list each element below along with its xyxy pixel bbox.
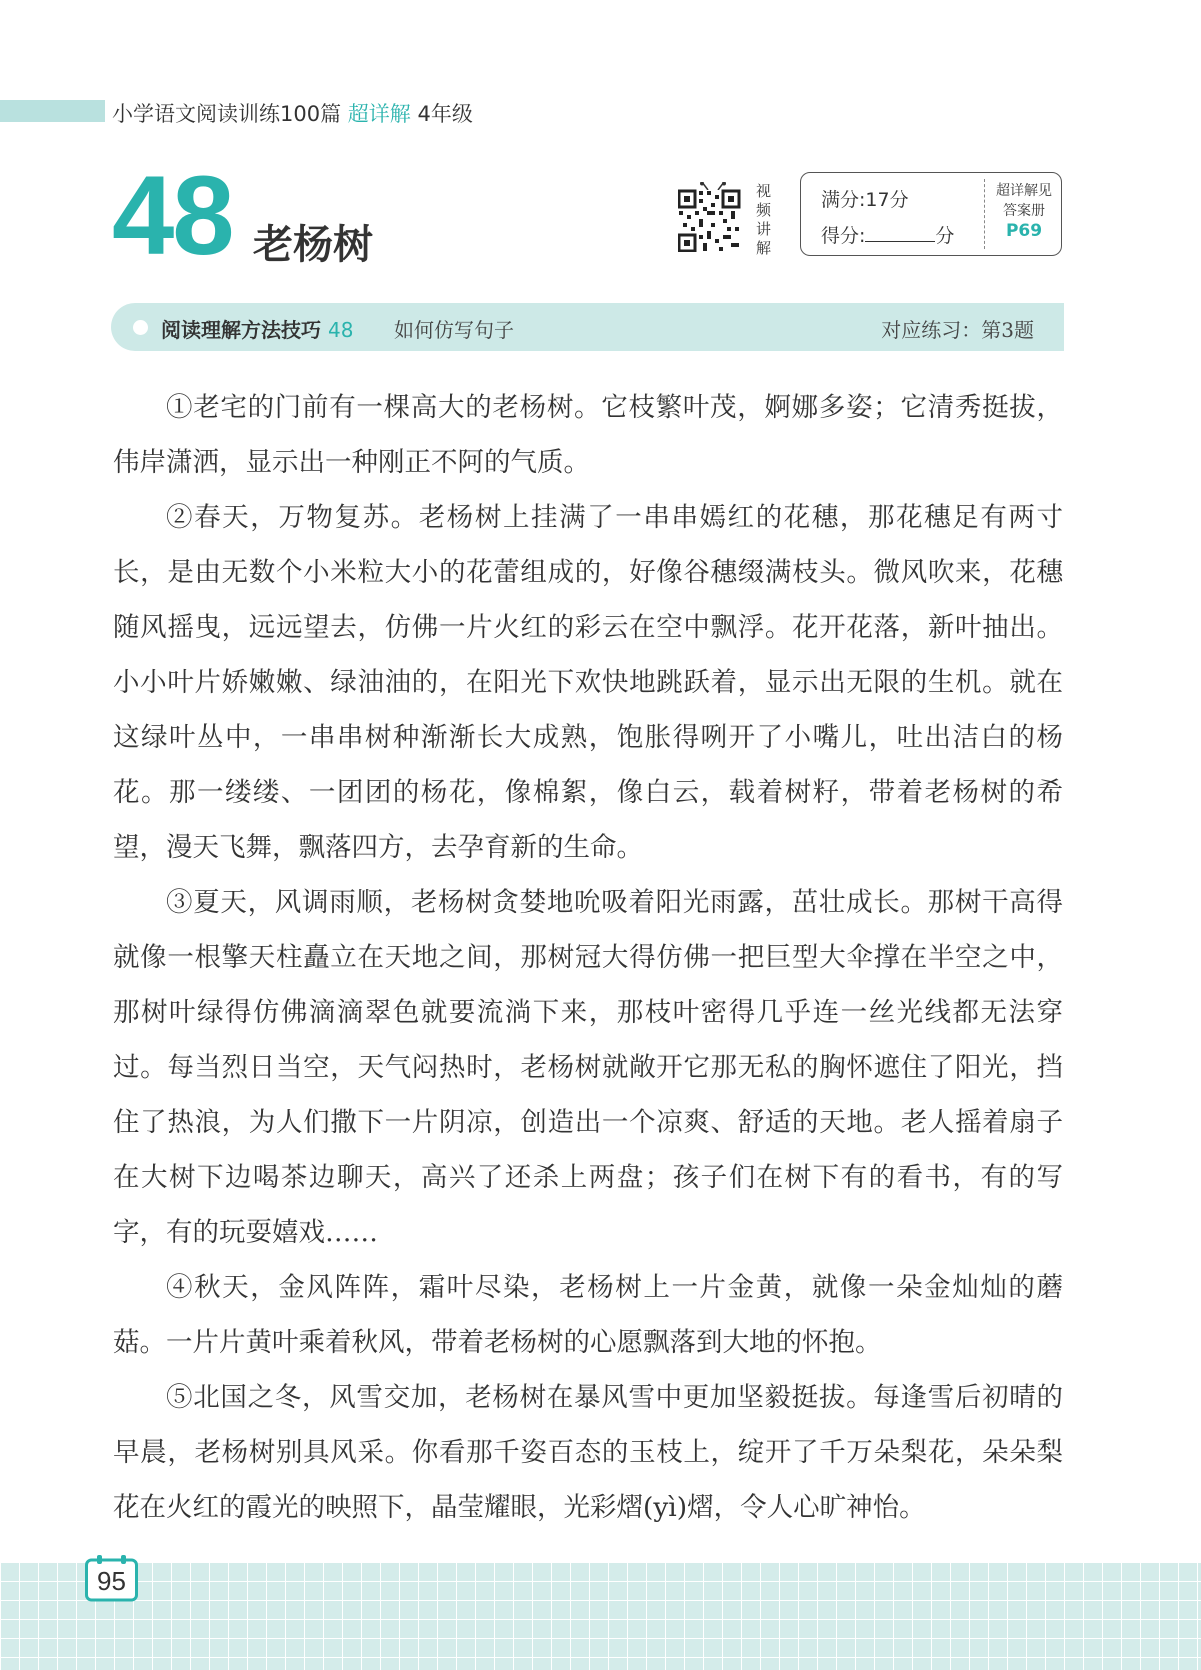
lesson-title: 老杨树: [253, 222, 373, 268]
answer-reference: [987, 181, 1061, 241]
book-title: 小学语文阅读训练100篇: [112, 102, 342, 126]
score-unit: 分: [935, 225, 955, 247]
qr-code-icon[interactable]: [678, 182, 748, 252]
score-entry: [821, 221, 954, 248]
tips-title-text: 阅读理解方法技巧: [161, 318, 321, 342]
tips-bar: [111, 303, 1064, 351]
paragraph: ⑤北国之冬，风雪交加，老杨树在暴风雪中更加坚毅挺拔。每逢雪后初晴的早晨，老杨树别具风采。你看那千姿百态的玉枝上，绽开了千万朵梨花，朵朵梨花在火红的霞光的映照下，晶莹耀眼，光彩熠(yì)熠，令人心旷神怡。: [113, 1382, 1063, 1523]
book-highlight: 超详解: [347, 102, 411, 126]
paragraph: ③夏天，风调雨顺，老杨树贪婪地吮吸着阳光雨露，茁壮成长。那树干高得就像一根擎天柱矗立在天地之间，那树冠大得仿佛一把巨型大伞撑在半空之中，那树叶绿得仿佛滴滴翠色就要流淌下来，那枝叶密得几乎连一丝光线都无法穿过。每当烈日当空，天气闷热时，老杨树就敞开它那无私的胸怀遮住了阳光，挡住了热浪，为人们撒下一片阴凉，创造出一个凉爽、舒适的天地。老人摇着扇子在大树下边喝茶边聊天，高兴了还杀上两盘；孩子们在树下有的看书，有的写字，有的玩耍嬉戏……: [113, 887, 1063, 1248]
tips-subtitle: 如何仿写句子: [394, 318, 514, 342]
bullet-dot-icon: [133, 320, 148, 335]
answer-ref-line1: 超详解见: [996, 183, 1052, 199]
score-blank-field[interactable]: [865, 223, 935, 242]
book-grade: 4年级: [417, 102, 473, 126]
score-divider: [984, 179, 985, 249]
answer-ref-line2: 答案册: [1003, 203, 1045, 219]
footer-grid-pattern: [0, 1562, 1201, 1670]
score-box: [800, 172, 1062, 256]
tips-title: [161, 314, 353, 343]
score-label: 得分:: [821, 225, 866, 247]
video-label-char: 频: [756, 201, 772, 219]
practice-reference: 对应练习：第3题: [881, 318, 1034, 342]
video-label-char: 讲: [756, 220, 772, 238]
page-number: 95: [97, 1566, 126, 1596]
paragraph: ②春天，万物复苏。老杨树上挂满了一串串嫣红的花穗，那花穗足有两寸长，是由无数个小米粒大小的花蕾组成的，好像谷穗缀满枝头。微风吹来，花穗随风摇曳，远远望去，仿佛一片火红的彩云在空中飘浮。花开花落，新叶抽出。小小叶片娇嫩嫩、绿油油的，在阳光下欢快地跳跃着，显示出无限的生机。就在这绿叶丛中，一串串树种渐渐长大成熟，饱胀得咧开了小嘴儿，吐出洁白的杨花。那一缕缕、一团团的杨花，像棉絮，像白云，载着树籽，带着老杨树的希望，漫天飞舞，飘落四方，去孕育新的生命。: [113, 502, 1063, 863]
header-color-band: [0, 100, 105, 122]
video-label: [756, 182, 774, 258]
video-label-char: 视: [756, 182, 772, 200]
article-body: [113, 380, 1063, 1535]
paragraph: ④秋天，金风阵阵，霜叶尽染，老杨树上一片金黄，就像一朵金灿灿的蘑菇。一片片黄叶乘着秋风，带着老杨树的心愿飘落到大地的怀抱。: [113, 1272, 1063, 1358]
lesson-number: 48: [112, 153, 233, 278]
paragraph: ①老宅的门前有一棵高大的老杨树。它枝繁叶茂，婀娜多姿；它清秀挺拔，伟岸潇洒，显示出一种刚正不阿的气质。: [113, 392, 1063, 478]
video-label-char: 解: [756, 239, 772, 257]
tips-number: 48: [327, 318, 354, 342]
book-header: [112, 98, 473, 128]
answer-ref-page: P69: [1005, 221, 1043, 241]
full-score: 满分:17分: [821, 189, 909, 211]
